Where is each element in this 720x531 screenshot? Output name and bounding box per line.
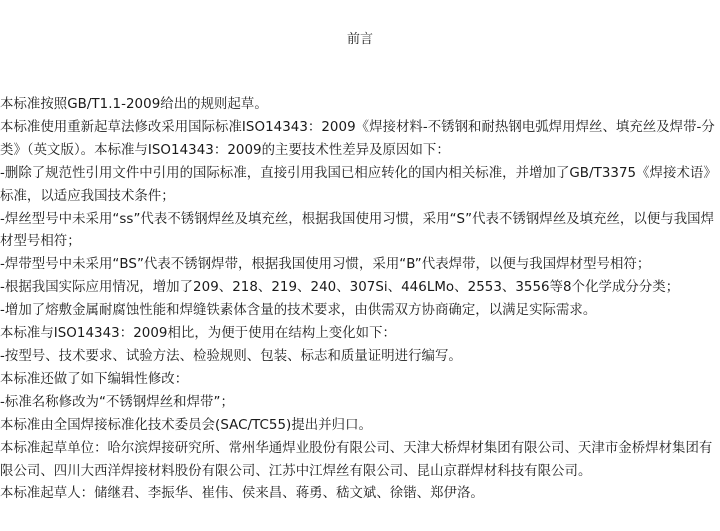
- paragraph-diff-strip-model: -焊带型号中未采用“BS”代表不锈钢焊带，根据我国使用习惯，采用“B”代表焊带，以便与我国焊材型号相符；: [0, 257, 651, 273]
- paragraph-drafters: 本标准起草人：储继君、李振华、崔伟、侯来昌、蒋勇、嵇文斌、徐锴、郑伊洛。: [0, 486, 484, 502]
- paragraph-drafting-rules: 本标准按照GB/T1.1-2009给出的规则起草。: [0, 97, 268, 112]
- document-body: [0, 94, 718, 506]
- document-title: 前言: [346, 32, 373, 47]
- paragraph-proposer: 本标准由全国焊接标准化技术委员会(SAC/TC55)提出并归口。: [0, 417, 372, 433]
- paragraph-drafting-units: 本标准起草单位：哈尔滨焊接研究所、常州华通焊业股份有限公司、天津大桥焊材集团有限公司、天津市金桥焊材集团有限公司、四川大西洋焊接材料股份有限公司、江苏中江焊丝有限公司、昆山京群焊材科技有限公司。: [0, 440, 713, 479]
- paragraph-diff-wire-model: -焊丝型号中未采用“ss”代表不锈钢焊丝及填充丝，根据我国使用习惯，采用“S”代表不锈钢焊丝及填充丝，以便与我国焊材型号相符；: [0, 211, 715, 250]
- paragraph-editorial-changes: 本标准还做了如下编辑性修改：: [0, 371, 189, 387]
- paragraph-editorial-item: -标准名称修改为“不锈钢焊丝和焊带”；: [0, 394, 234, 410]
- paragraph-diff-classifications: -根据我国实际应用情况，增加了209、218、219、240、307Si、446LMo、2553、3556等8个化学成分分类；: [0, 280, 680, 296]
- paragraph-diff-requirements: -增加了熔敷金属耐腐蚀性能和焊缝铁素体含量的技术要求，由供需双方协商确定，以满足实际需求。: [0, 303, 597, 319]
- paragraph-adoption: 本标准使用重新起草法修改采用国际标准ISO14343：2009《焊接材料-不锈钢和耐热钢电弧焊用焊丝、填充丝及焊带-分类》（英文版）。本标准与ISO14343：2009的主要技术性差异及原因如下：: [0, 119, 715, 158]
- paragraph-structure-item: -按型号、技术要求、试验方法、检验规则、包装、标志和质量证明进行编写。: [0, 348, 462, 364]
- paragraph-diff-references: -删除了规范性引用文件中引用的国际标准，直接引用我国已相应转化的国内相关标准，并增加了GB/T3375《焊接术语》标准，以适应我国技术条件；: [0, 165, 717, 204]
- paragraph-structure-changes: 本标准与ISO14343：2009相比，为便于使用在结构上变化如下：: [0, 326, 396, 342]
